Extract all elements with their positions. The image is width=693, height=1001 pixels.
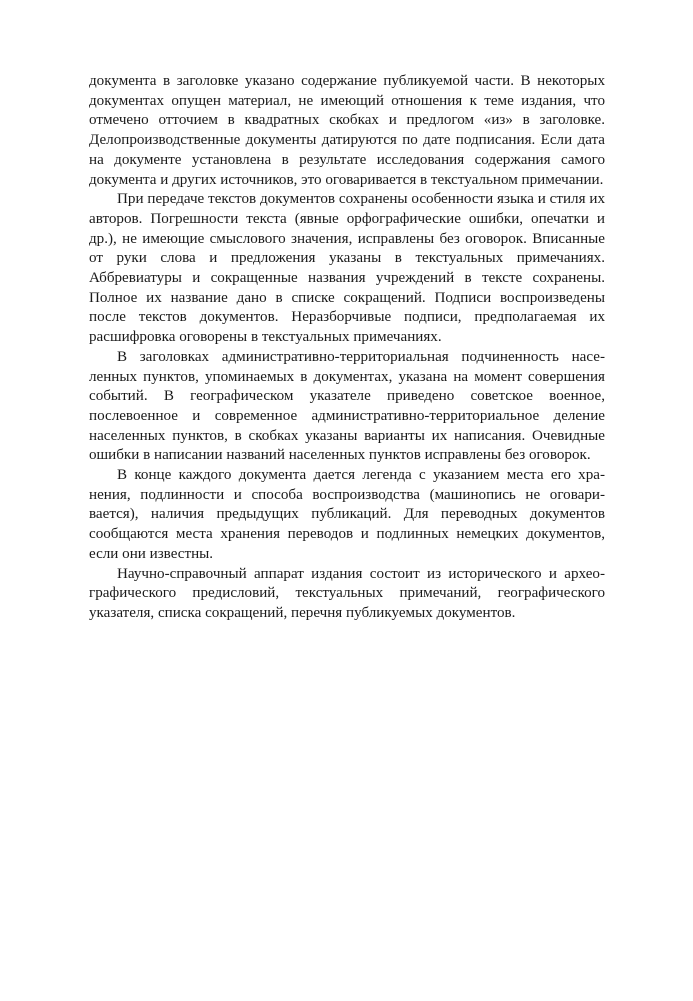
paragraph-reference-apparatus: Научно-справочный аппарат издания состоит из исторического и археографического предисловий, текстуальных примечаний, географического указателя, списка сокращений, перечня публикуемых документов. bbox=[89, 565, 605, 621]
paragraph-continuation: документа в заголовке указано содержание публикуемой части. В некоторых документах опущен материал, не имеющий отношения к теме издания, что отмечено отточием в квадратных скобках и предлогом «из» в заголовке. Делопроизводственные документы датируются по дате подписания. Если дата на документе установлена в результате исследования содержания самого документа и других источников, это оговаривается в текстуальном примечании. bbox=[89, 73, 605, 188]
paragraph-place-names: В заголовках административно-территориальная подчиненность населенных пунктов, упоминаемых в документах, указана на момент совершения событий. В географическом указателе приведено советское военное, послевоенное и современное административно-территориальное деление населенных пунктов, в скобках указаны варианты их написания. Очевидные ошибки в написании названий населенных пунктов исправлены без оговорок. bbox=[89, 348, 605, 464]
paragraph-document-legend: В конце каждого документа дается легенда с указанием места его хранения, подлинности и способа воспроизводства (машинопись не оговаривается), наличия предыдущих публикаций. Для переводных документов сообщаются места хранения переводов и подлинных немецких документов, если они известны. bbox=[89, 467, 605, 562]
document-page bbox=[89, 72, 605, 624]
paragraph-text-transmission: При передаче текстов документов сохранены особенности языка и стиля их авторов. Погрешности текста (явные орфографические ошибки, опечатки и др.), не имеющие смыслового значения, исправлены без оговорок. Вписанные от руки слова и предложения указаны в текстуальных примечаниях. Аббревиатуры и сокращенные названия учреждений в тексте сохранены. Полное их название дано в списке сокращений. Подписи воспроизведены после текстов документов. Неразборчивые подписи, предполагаемая их расшифровка оговорены в текстуальных примечаниях. bbox=[89, 191, 605, 346]
